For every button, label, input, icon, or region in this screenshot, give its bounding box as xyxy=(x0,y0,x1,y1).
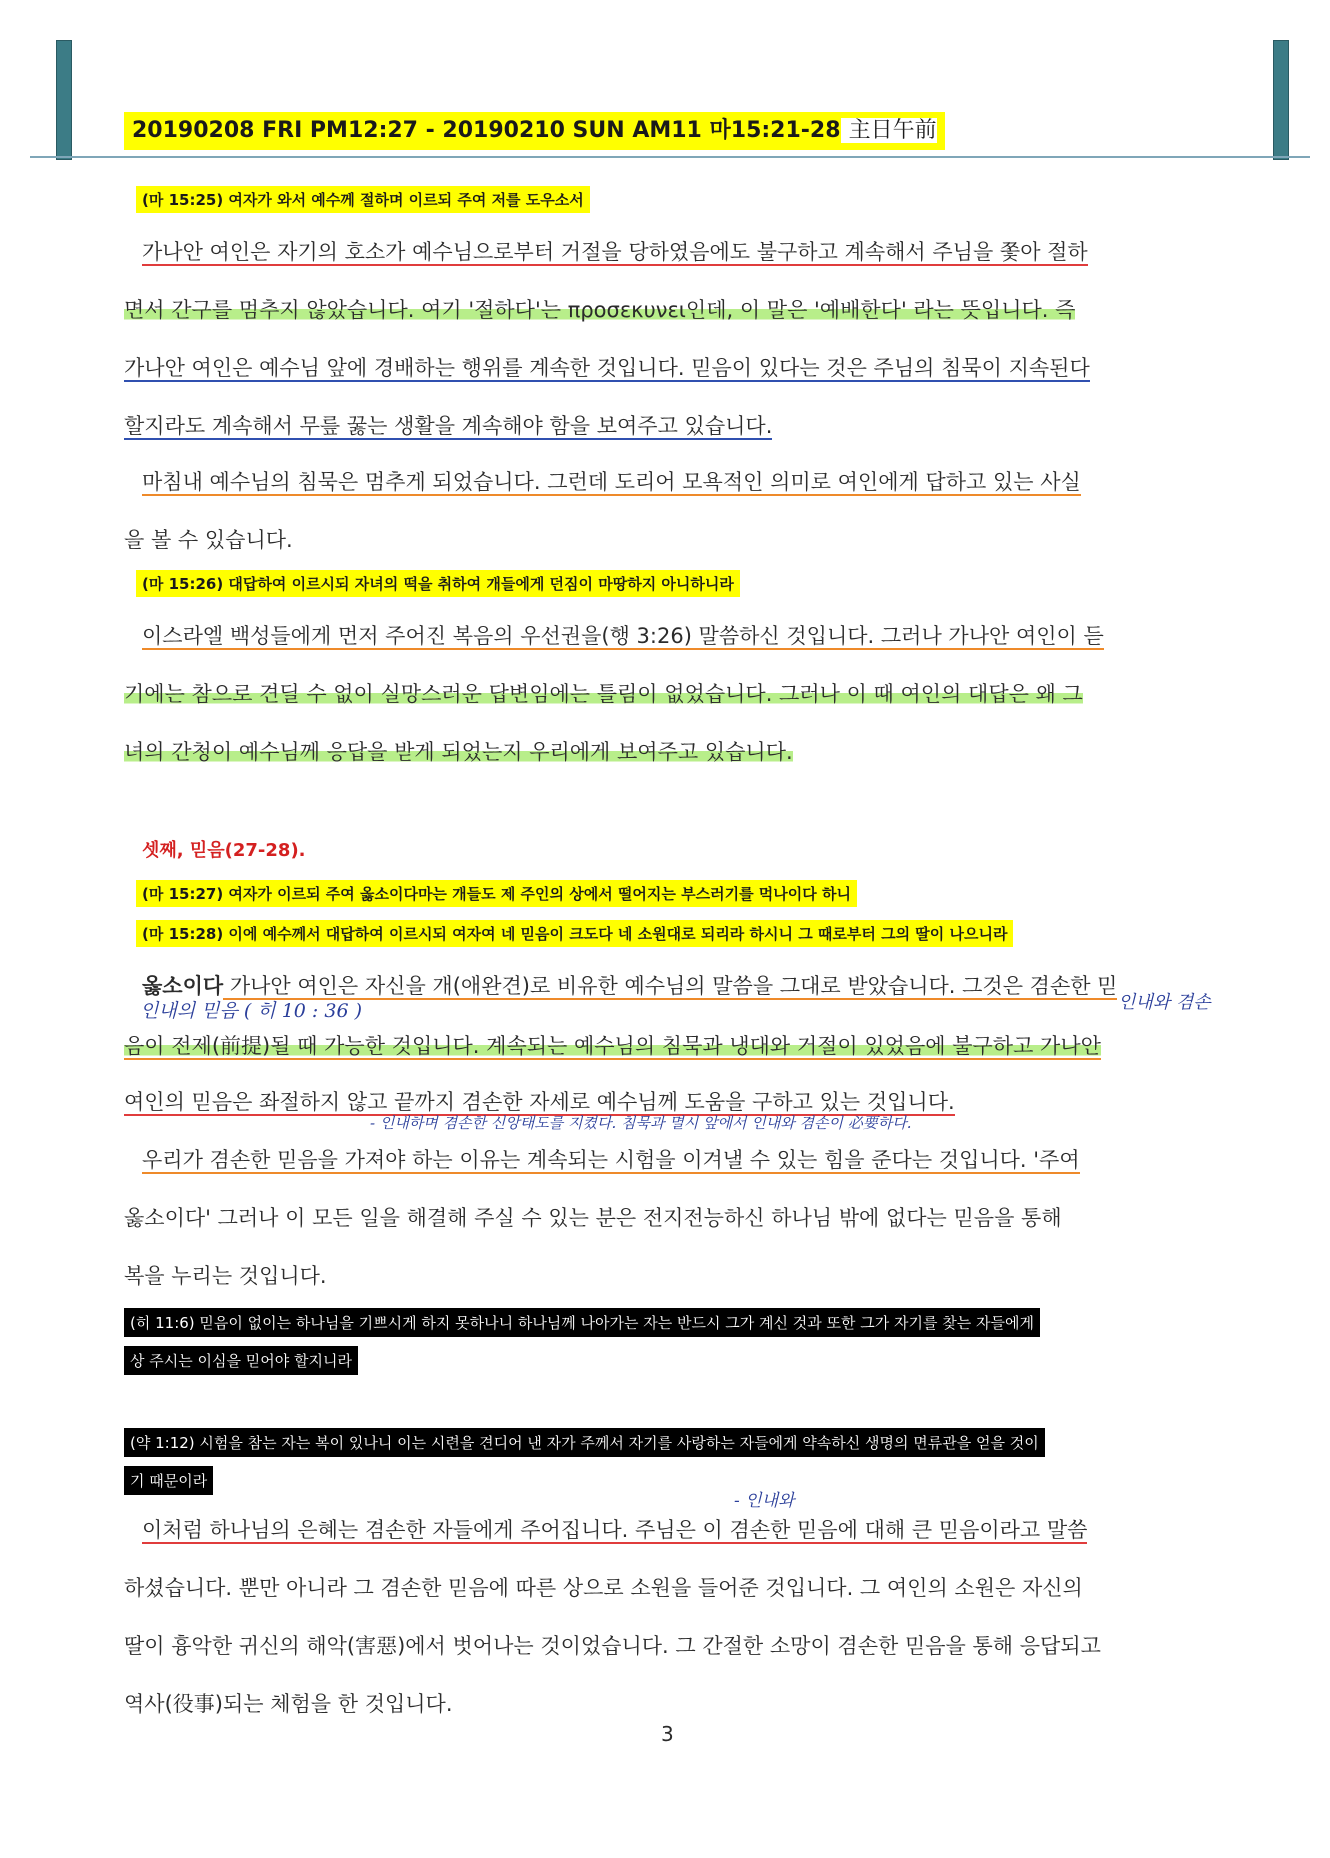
verse-26: (마 15:26) 대답하여 이르시되 자녀의 떡을 취하여 개들에게 던짐이 마땅하지 아니하니라 xyxy=(136,570,740,597)
handwritten-note-2: 인내와 겸손 xyxy=(1118,992,1211,1013)
verse-27: (마 15:27) 여자가 이르되 주여 옳소이다마는 개들도 제 주인의 상에서 떨어지는 부스러기를 먹나이다 하니 xyxy=(136,880,857,907)
p4-bold-word: 옳소이다 xyxy=(142,974,224,998)
p6-line3: 딸이 흉악한 귀신의 해악(害惡)에서 벗어나는 것이었습니다. 그 간절한 소망이 겸손한 믿음을 통해 응답되고 xyxy=(124,1634,1101,1658)
p1-line4: 할지라도 계속해서 무릎 꿇는 생활을 계속해야 함을 보여주고 있습니다. xyxy=(124,414,773,438)
p5-line2: 옳소이다' 그러나 이 모든 일을 해결해 주실 수 있는 분은 전지전능하신 하나님 밖에 없다는 믿음을 통해 xyxy=(124,1206,1062,1230)
verse-heb-line2: 상 주시는 이심을 믿어야 할지니라 xyxy=(124,1346,358,1375)
p2-line1: 마침내 예수님의 침묵은 멈추게 되었습니다. 그런데 도리어 모욕적인 의미로 여인에게 답하고 있는 사실 xyxy=(142,470,1081,494)
section-heading: 셋째, 믿음(27-28). xyxy=(142,840,306,861)
p6-line1: 이처럼 하나님의 은혜는 겸손한 자들에게 주어집니다. 주님은 이 겸손한 믿음에 대해 큰 믿음이라고 말씀 xyxy=(142,1518,1088,1542)
header-rule xyxy=(30,156,1310,158)
p1-line3: 가나안 여인은 예수님 앞에 경배하는 행위를 계속한 것입니다. 믿음이 있다는 것은 주님의 침묵이 지속된다 xyxy=(124,356,1090,380)
verse-28: (마 15:28) 이에 예수께서 대답하여 이르시되 여자여 네 믿음이 크도다 네 소원대로 되리라 하시니 그 때로부터 그의 딸이 나으니라 xyxy=(136,920,1013,947)
handwritten-note-3: - 인내하며 겸손한 신앙태도를 지켰다. 침묵과 멸시 앞에서 인내와 겸손이 必要하다. xyxy=(370,1114,912,1132)
verse-25: (마 15:25) 여자가 와서 예수께 절하며 이르되 주여 저를 도우소서 xyxy=(136,186,590,213)
verse-heb-line1: (히 11:6) 믿음이 없이는 하나님을 기쁘시게 하지 못하나니 하나님께 나아가는 자는 반드시 그가 계신 것과 또한 그가 자기를 찾는 자들에게 xyxy=(124,1308,1040,1337)
p1-line2: 면서 간구를 멈추지 않았습니다. 여기 '절하다'는 προσεκυνει인데, 이 말은 '예배한다' 라는 뜻입니다. 즉 xyxy=(124,298,1076,322)
p4-line1: 옳소이다 가나안 여인은 자신을 개(애완견)로 비유한 예수님의 말씀을 그대로 받았습니다. 그것은 겸손한 믿 xyxy=(142,974,1118,998)
page-number: 3 xyxy=(661,1722,674,1746)
page-header xyxy=(124,112,945,150)
verse-jas-line2: 기 때문이라 xyxy=(124,1466,213,1495)
p4-line2: 음이 전제(前提)될 때 가능한 것입니다. 계속되는 예수님의 침묵과 냉대와 거절이 있었음에 불구하고 가나안 xyxy=(124,1034,1101,1058)
verse-jas-line1: (약 1:12) 시험을 참는 자는 복이 있나니 이는 시련을 견디어 낸 자가 주께서 자기를 사랑하는 자들에게 약속하신 생명의 면류관을 얻을 것이 xyxy=(124,1428,1045,1457)
p5-line3: 복을 누리는 것입니다. xyxy=(124,1264,327,1288)
handwritten-note-1: 인내의 믿음 ( 히 10 : 36 ) xyxy=(140,1000,362,1022)
header-title: 20190208 FRI PM12:27 - 20190210 SUN AM11 마15:21-28 xyxy=(132,118,841,143)
p3-line3: 녀의 간청이 예수님께 응답을 받게 되었는지 우리에게 보여주고 있습니다. xyxy=(124,740,793,764)
p1-line1: 가나안 여인은 자기의 호소가 예수님으로부터 거절을 당하였음에도 불구하고 계속해서 주님을 쫓아 절하 xyxy=(142,240,1088,264)
p3-line2: 기에는 참으로 견딜 수 없이 실망스러운 답변임에는 틀림이 없었습니다. 그러나 이 때 여인의 대답은 왜 그 xyxy=(124,682,1083,706)
header-suffix: 主日午前 xyxy=(841,118,937,143)
handwritten-note-4: - 인내와 xyxy=(734,1491,795,1511)
right-margin-bar xyxy=(1273,40,1289,160)
p6-line2: 하셨습니다. 뿐만 아니라 그 겸손한 믿음에 따른 상으로 소원을 들어준 것입니다. 그 여인의 소원은 자신의 xyxy=(124,1576,1083,1600)
p5-line1: 우리가 겸손한 믿음을 가져야 하는 이유는 계속되는 시험을 이겨낼 수 있는 힘을 준다는 것입니다. '주여 xyxy=(142,1148,1080,1172)
p6-line4: 역사(役事)되는 체험을 한 것입니다. xyxy=(124,1692,453,1716)
p4-line3: 여인의 믿음은 좌절하지 않고 끝까지 겸손한 자세로 예수님께 도움을 구하고 있는 것입니다. xyxy=(124,1090,955,1114)
left-margin-bar xyxy=(56,40,72,160)
p2-line2: 을 볼 수 있습니다. xyxy=(124,528,293,552)
p3-line1: 이스라엘 백성들에게 먼저 주어진 복음의 우선권을(행 3:26) 말씀하신 것입니다. 그러나 가나안 여인이 듣 xyxy=(142,624,1104,648)
